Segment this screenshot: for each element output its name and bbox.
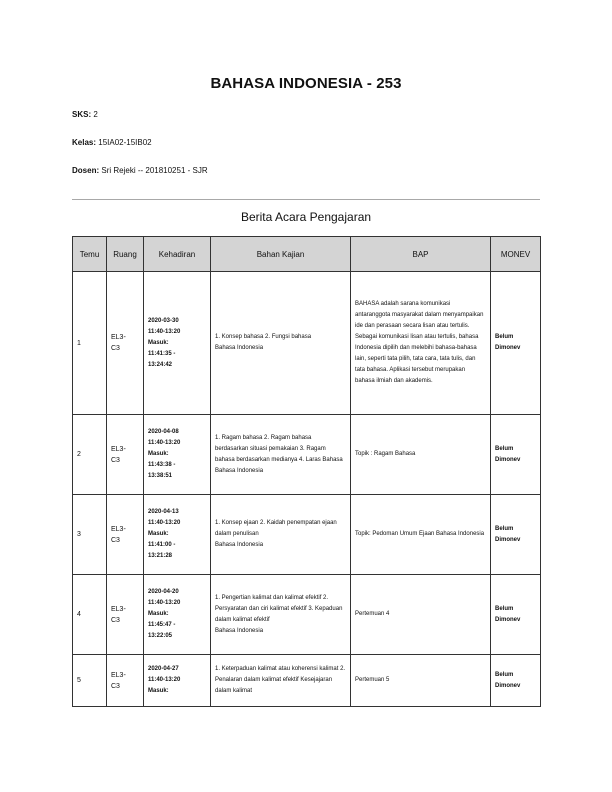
page-title: BAHASA INDONESIA - 253 <box>210 75 402 92</box>
cell-bap: BAHASA adalah sarana komunikasi antaranggota masyarakat dalam menyampaikan ide dan perasaan secara lisan atau tertulis. Sebagai komunikasi lisan atau tertulis, bahasa Indonesia dipilih dan melebihi bahasa-bahasa lain, seperti tata pilih, tata cara, tata tulis, dan tata bahasa. Aplikasi tersebut merupakan bahasa ilmiah dan akademis. <box>351 272 491 415</box>
cell-bahan-kajian: 1. Pengertian kalimat dan kalimat efektif 2. Persyaratan dan ciri kalimat efektif 3. Kepaduan dalam kalimat efektif Bahasa Indonesia <box>211 575 351 655</box>
cell-monev: Belum Dimonev <box>491 415 541 495</box>
bap-table <box>72 236 541 707</box>
cell-kehadiran: 2020-04-08 11:40-13:20 Masuk: 11:43:38 - 13:38:51 <box>144 415 211 495</box>
table-row <box>73 415 541 495</box>
table-row <box>73 272 541 415</box>
kelas-value: 15IA02-15IB02 <box>98 138 152 147</box>
cell-kehadiran: 2020-04-13 11:40-13:20 Masuk: 11:41:00 - 13:21:28 <box>144 495 211 575</box>
cell-temu: 5 <box>73 655 107 707</box>
cell-ruang: EL3- C3 <box>107 575 144 655</box>
cell-ruang: EL3- C3 <box>107 655 144 707</box>
cell-bahan-kajian: 1. Keterpaduan kalimat atau koherensi kalimat 2. Penalaran dalam kalimat efektif Kesejajaran dalam kalimat <box>211 655 351 707</box>
cell-temu: 2 <box>73 415 107 495</box>
cell-monev: Belum Dimonev <box>491 495 541 575</box>
divider <box>72 199 540 200</box>
header-monev: MONEV <box>491 237 541 272</box>
dosen-line <box>72 166 208 175</box>
cell-kehadiran: 2020-03-30 11:40-13:20 Masuk: 11:41:35 - 13:24:42 <box>144 272 211 415</box>
cell-bap: Topik : Ragam Bahasa <box>351 415 491 495</box>
table-row <box>73 575 541 655</box>
header-temu: Temu <box>73 237 107 272</box>
table-header-row <box>73 237 541 272</box>
cell-temu: 4 <box>73 575 107 655</box>
cell-temu: 1 <box>73 272 107 415</box>
sks-line <box>72 110 98 119</box>
cell-temu: 3 <box>73 495 107 575</box>
cell-monev: Belum Dimonev <box>491 575 541 655</box>
cell-monev: Belum Dimonev <box>491 272 541 415</box>
kelas-line <box>72 138 152 147</box>
cell-kehadiran: 2020-04-20 11:40-13:20 Masuk: 11:45:47 - 13:22:05 <box>144 575 211 655</box>
cell-bahan-kajian: 1. Konsep bahasa 2. Fungsi bahasa Bahasa Indonesia <box>211 272 351 415</box>
header-bap: BAP <box>351 237 491 272</box>
cell-ruang: EL3- C3 <box>107 415 144 495</box>
section-title: Berita Acara Pengajaran <box>240 210 372 224</box>
cell-bahan-kajian: 1. Konsep ejaan 2. Kaidah penempatan ejaan dalam penulisan Bahasa Indonesia <box>211 495 351 575</box>
header-ruang: Ruang <box>107 237 144 272</box>
cell-ruang: EL3- C3 <box>107 272 144 415</box>
dosen-value: Sri Rejeki -- 201810251 - SJR <box>101 166 208 175</box>
cell-monev: Belum Dimonev <box>491 655 541 707</box>
table-row <box>73 495 541 575</box>
header-kehadiran: Kehadiran <box>144 237 211 272</box>
dosen-label: Dosen: <box>72 166 100 175</box>
sks-label: SKS: <box>72 110 92 119</box>
cell-bahan-kajian: 1. Ragam bahasa 2. Ragam bahasa berdasarkan situasi pemakaian 3. Ragam bahasa berdasarkan medianya 4. Laras Bahasa Bahasa Indonesia <box>211 415 351 495</box>
cell-kehadiran: 2020-04-27 11:40-13:20 Masuk: <box>144 655 211 707</box>
table-row <box>73 655 541 707</box>
cell-bap: Pertemuan 4 <box>351 575 491 655</box>
cell-ruang: EL3- C3 <box>107 495 144 575</box>
header-bahan-kajian: Bahan Kajian <box>211 237 351 272</box>
kelas-label: Kelas: <box>72 138 97 147</box>
cell-bap: Pertemuan 5 <box>351 655 491 707</box>
sks-value: 2 <box>93 110 98 119</box>
cell-bap: Topik: Pedoman Umum Ejaan Bahasa Indonesia <box>351 495 491 575</box>
